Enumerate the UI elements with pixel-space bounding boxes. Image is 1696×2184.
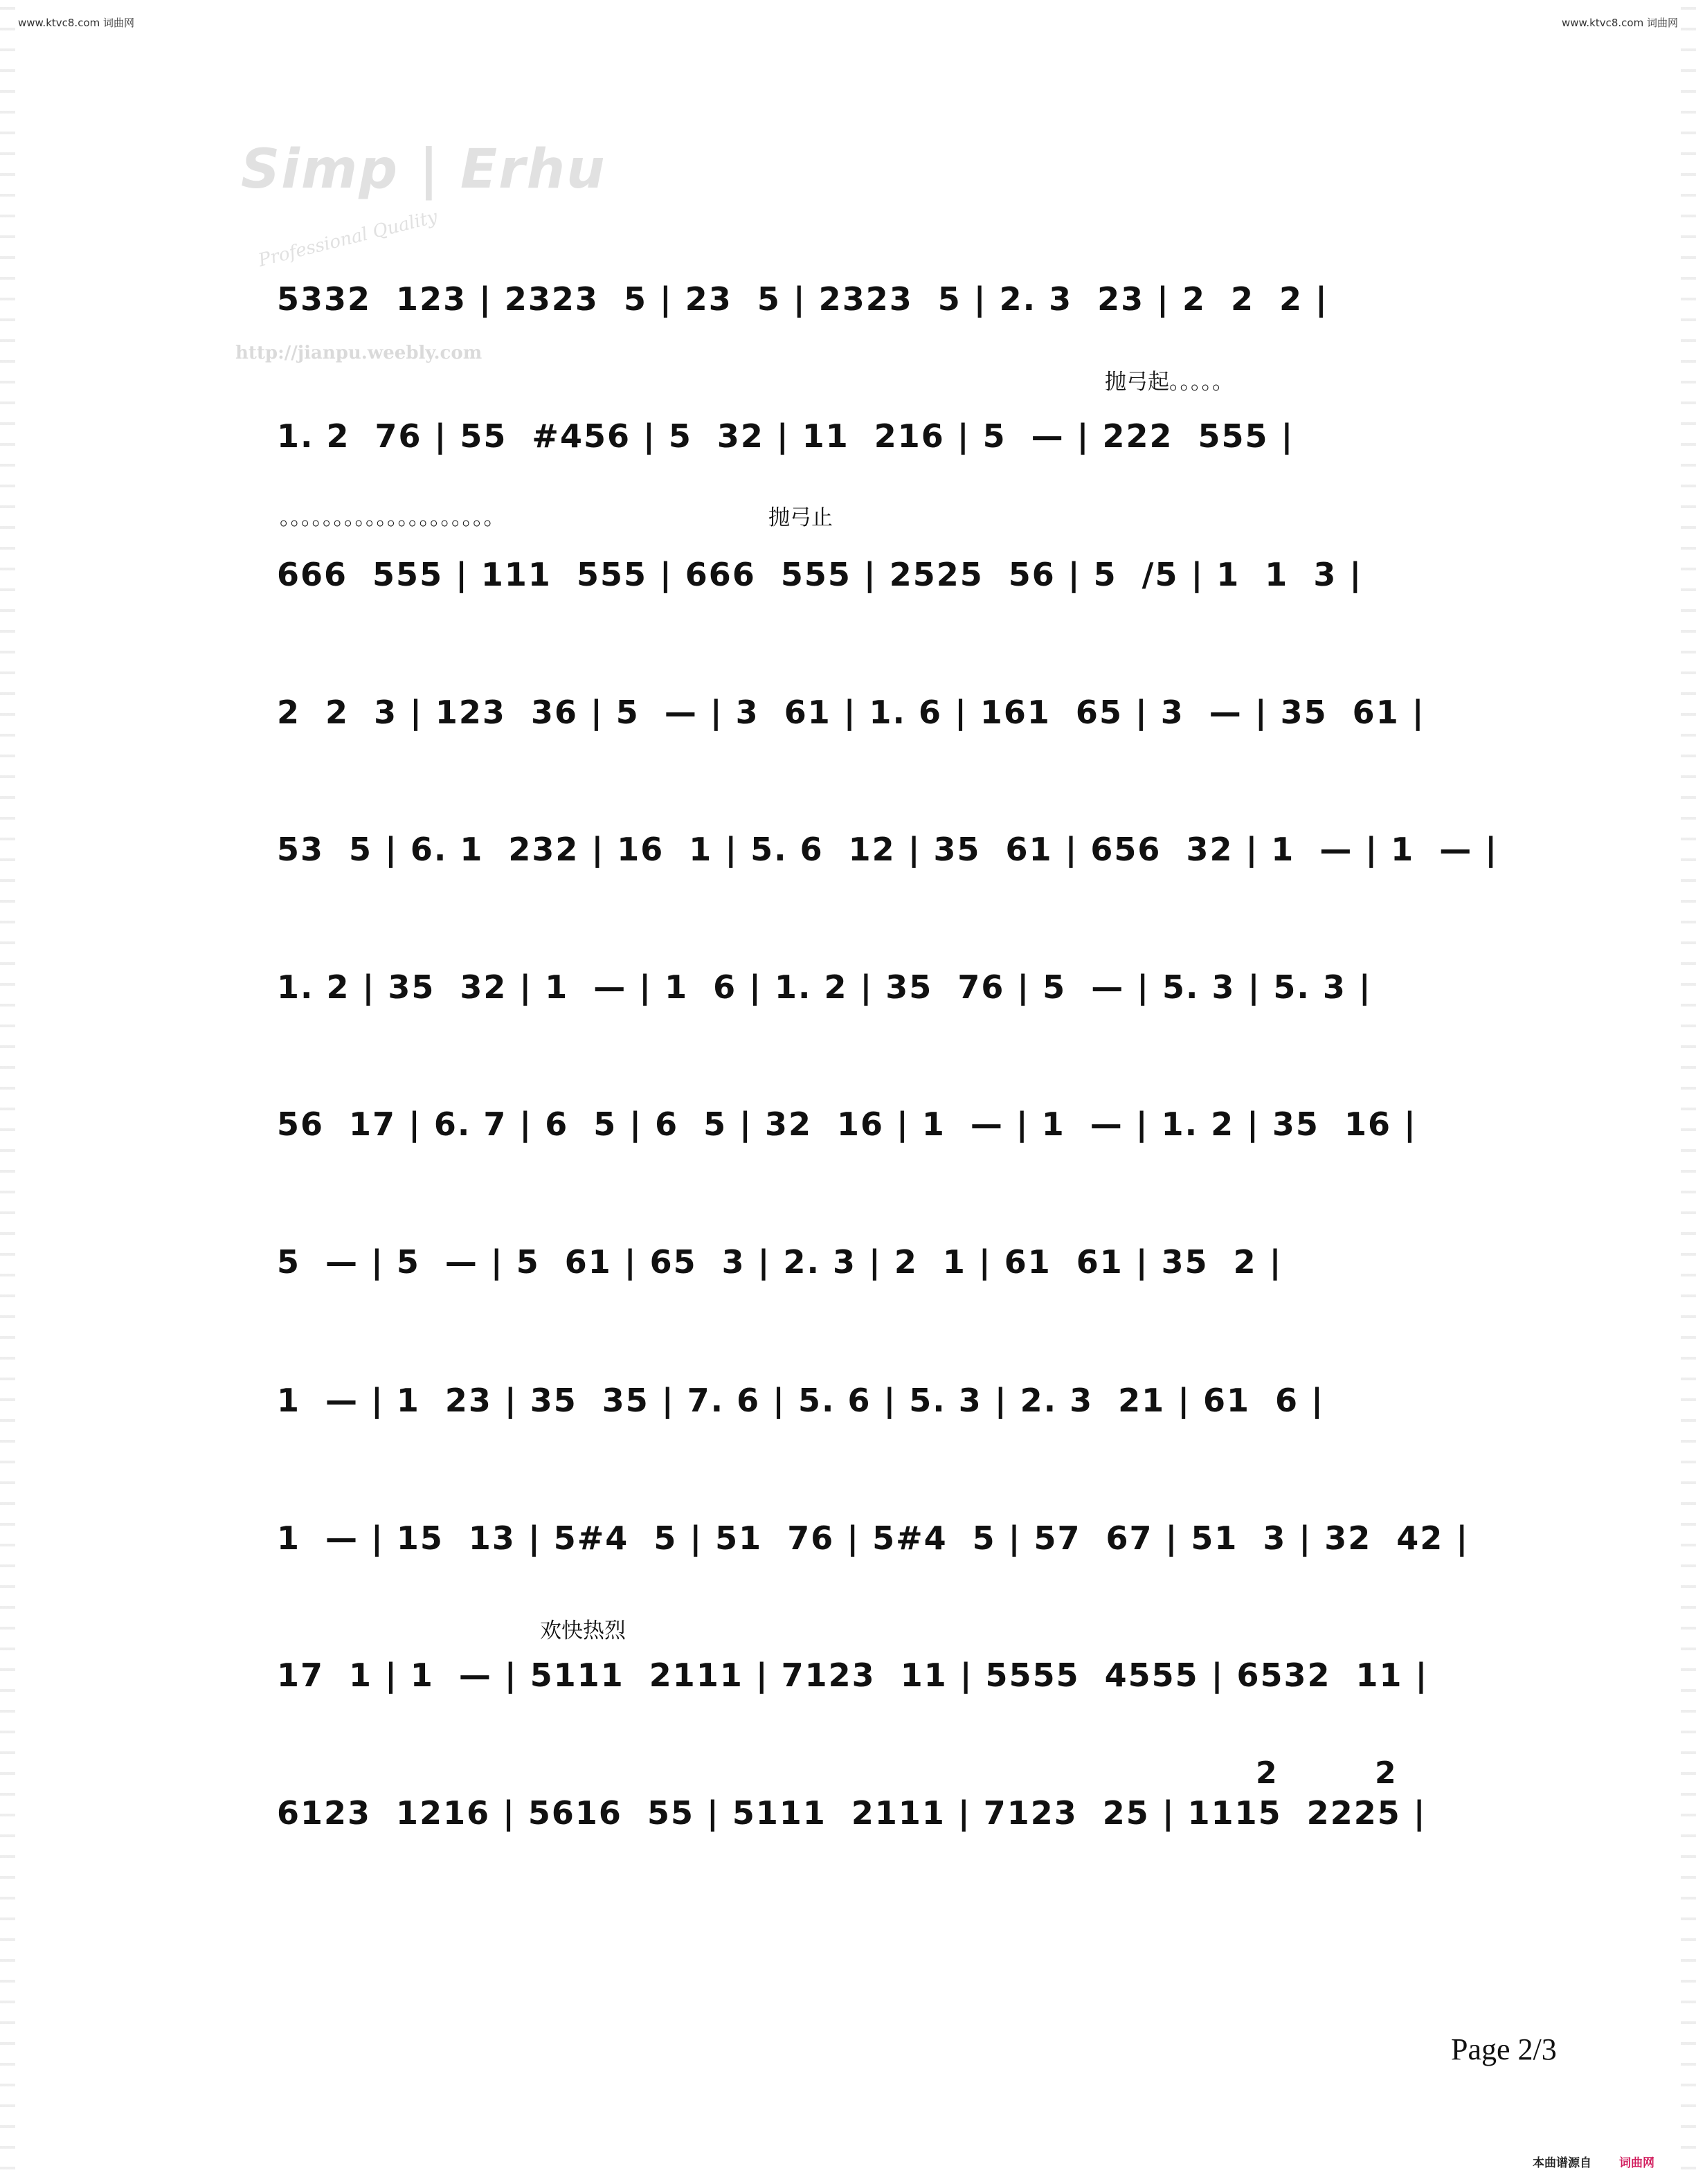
grace-note-1: 2 (1256, 1756, 1277, 1791)
footer-source-label: 本曲谱源自 (1533, 2156, 1591, 2170)
header-left-site: www.ktvc8.com 词曲网 (18, 17, 135, 29)
score-line-1: 5332 123 | 2323 5 | 23 5 | 2323 5 | 2. 3 23 | 2 2 2 | (277, 280, 1328, 318)
score-line-6: 1. 2 | 35 32 | 1 — | 1 6 | 1. 2 | 35 76 | 5 — | 5. 3 | 5. 3 | (277, 968, 1372, 1006)
left-border-strip (0, 0, 15, 2184)
grace-note-2: 2 (1375, 1756, 1396, 1791)
score-line-10: 1 — | 15 13 | 5#4 5 | 51 76 | 5#4 5 | 57 67 | 51 3 | 32 42 | (277, 1519, 1470, 1557)
annotation-bow-end: 抛弓止 (768, 505, 833, 530)
right-border-strip (1681, 0, 1696, 2184)
watermark-title: Simp | Erhu (241, 138, 606, 201)
watermark-subtitle: Professional Quality (256, 206, 440, 271)
annotation-lively: 欢快热烈 (540, 1618, 626, 1643)
annotation-bow-start: 抛弓起。。。。。 (1105, 370, 1234, 395)
score-line-2: 1. 2 76 | 55 #456 | 5 32 | 11 216 | 5 — | 222 555 | (277, 417, 1294, 455)
annotation-bow-dots: 。。。。。。。。。。。。。。。。。。。。 (280, 505, 505, 530)
score-line-5: 53 5 | 6. 1 232 | 16 1 | 5. 6 12 | 35 61 | 656 32 | 1 — | 1 — | (277, 831, 1499, 868)
watermark-url: http://jianpu.weebly.com (235, 343, 482, 363)
page-number: Page 2/3 (1451, 2032, 1557, 2066)
watermark-logo (228, 132, 606, 381)
score-line-11: 17 1 | 1 — | 5111 2111 | 7123 11 | 5555 4555 | 6532 11 | (277, 1657, 1429, 1694)
header-right-site: www.ktvc8.com 词曲网 (1561, 17, 1678, 29)
score-line-3: 666 555 | 111 555 | 666 555 | 2525 56 | 5 /5 | 1 1 3 | (277, 556, 1363, 593)
score-line-9: 1 — | 1 23 | 35 35 | 7. 6 | 5. 6 | 5. 3 | 2. 3 21 | 61 6 | (277, 1382, 1324, 1419)
footer-brand[interactable]: 词曲网 (1619, 2156, 1654, 2170)
score-line-4: 2 2 3 | 123 36 | 5 — | 3 61 | 1. 6 | 161 65 | 3 — | 35 61 | (277, 694, 1425, 731)
footer-source (1533, 2153, 1654, 2170)
score-line-8: 5 — | 5 — | 5 61 | 65 3 | 2. 3 | 2 1 | 61 61 | 35 2 | (277, 1243, 1283, 1281)
score-line-12: 6123 1216 | 5616 55 | 5111 2111 | 7123 25 | 1115 2225 | (277, 1794, 1427, 1832)
score-line-7: 56 17 | 6. 7 | 6 5 | 6 5 | 32 16 | 1 — | 1 — | 1. 2 | 35 16 | (277, 1105, 1417, 1143)
